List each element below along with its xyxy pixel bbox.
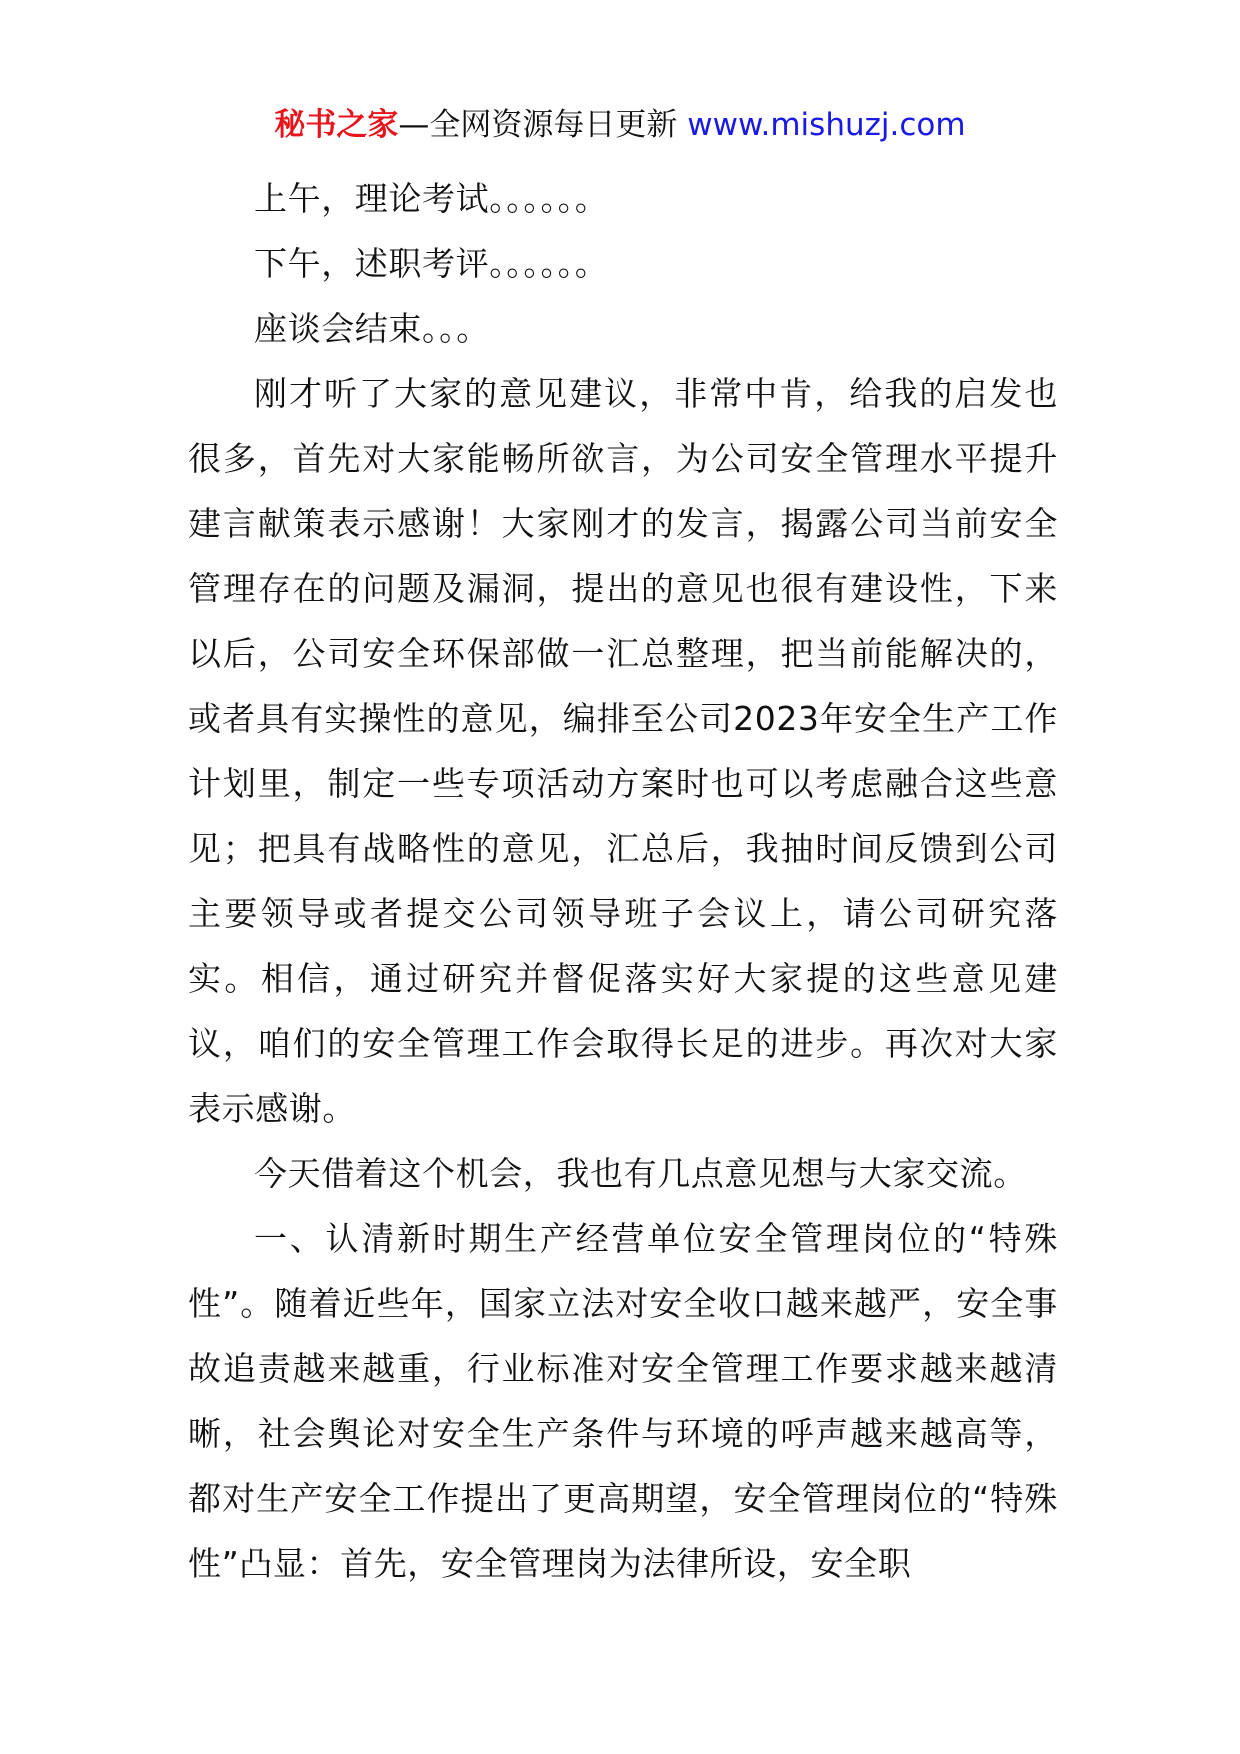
header-brand: 秘书之家 [274, 107, 399, 143]
paragraph-afternoon: 下午，述职考评。。。。。。 [254, 244, 609, 283]
paragraph-point-one: 一、认清新时期生产经营单位安全管理岗位的“特殊性”。随着近些年，国家立法对安全收口越来越严，安全事故追责越来越重，行业标准对安全管理工作要求越来越清晰，社会舆论对安全生产条件与环境的呼声越来越高等，都对生产安全工作提出了更高期望，安全管理岗位的“特殊性”凸显：首先，安全管理岗为法律所设，安全职 [188, 1219, 1058, 1583]
header-url-link[interactable]: www.mishuzj.com [687, 107, 966, 143]
document-body [188, 166, 1058, 1596]
paragraph-opportunity: 今天借着这个机会，我也有几点意见想与大家交流。 [254, 1154, 1027, 1193]
paragraph-meeting-end: 座谈会结束。。。 [254, 309, 490, 348]
header-tagline: —全网资源每日更新 [398, 107, 688, 143]
paragraph-morning: 上午，理论考试。。。。。。 [254, 179, 609, 218]
paragraph-feedback: 刚才听了大家的意见建议，非常中肯，给我的启发也很多，首先对大家能畅所欲言，为公司安全管理水平提升建言献策表示感谢！大家刚才的发言，揭露公司当前安全管理存在的问题及漏洞，提出的意见也很有建设性，下来以后，公司安全环保部做一汇总整理，把当前能解决的，或者具有实操性的意见，编排至公司2023年安全生产工作计划里，制定一些专项活动方案时也可以考虑融合这些意见；把具有战略性的意见，汇总后，我抽时间反馈到公司主要领导或者提交公司领导班子会议上，请公司研究落实。相信，通过研究并督促落实好大家提的这些意见建议，咱们的安全管理工作会取得长足的进步。再次对大家表示感谢。 [188, 374, 1058, 1128]
page-header [0, 100, 1240, 150]
